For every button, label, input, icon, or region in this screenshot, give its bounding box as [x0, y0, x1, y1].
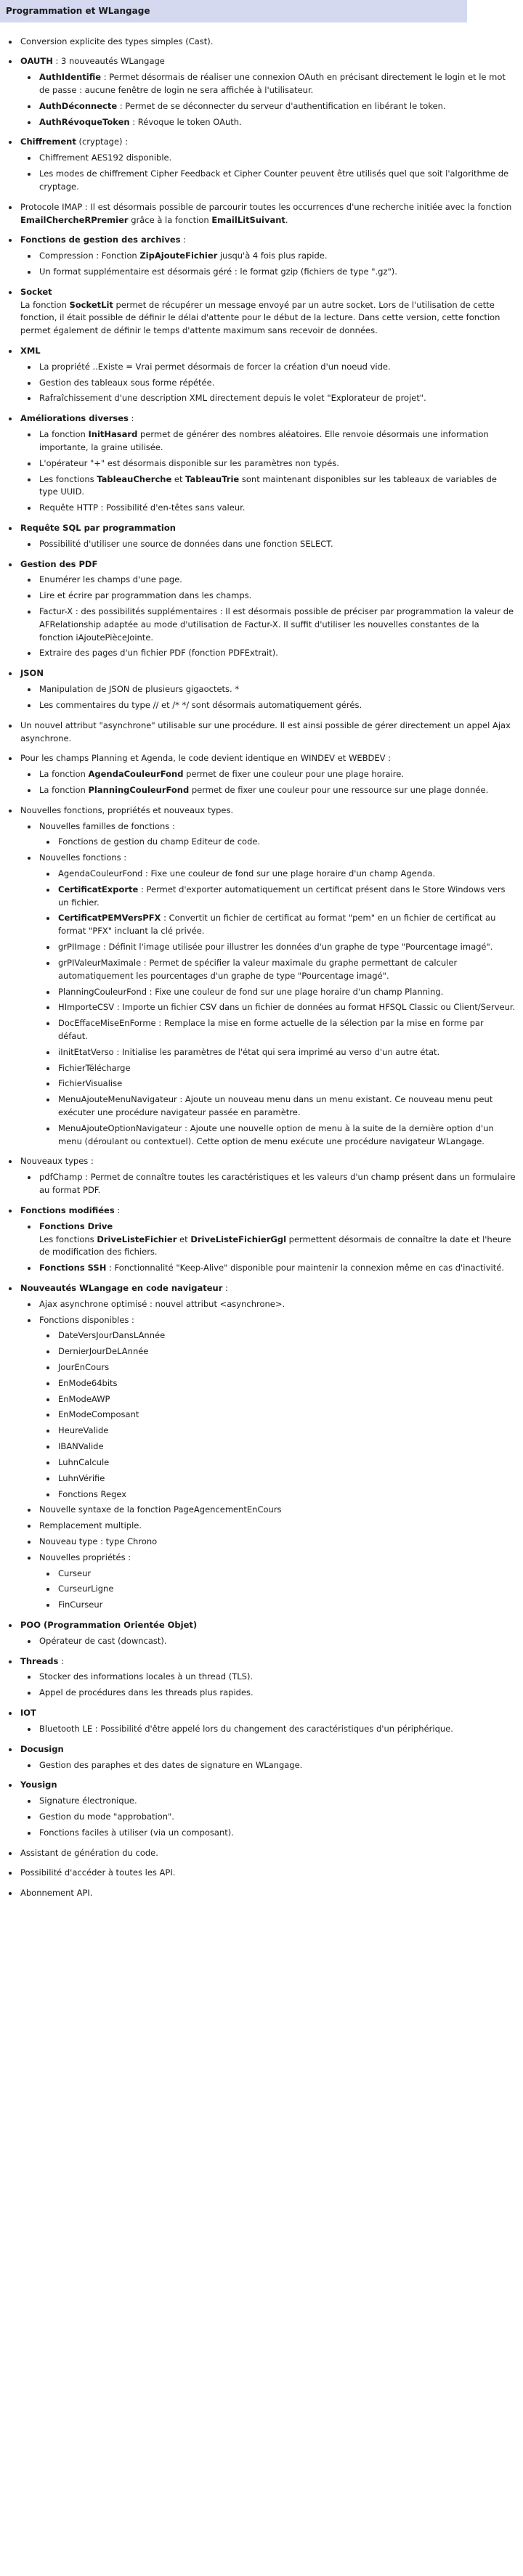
list-item: Signature électronique. — [33, 1795, 516, 1808]
list-item: Nouvelle syntaxe de la fonction PageAgencementEnCours — [33, 1504, 516, 1517]
list-item: Nouvelles familles de fonctions : Fonctions de gestion du champ Editeur de code. — [33, 820, 516, 849]
list-item: IOT Bluetooth LE : Possibilité d'être appelé lors du changement des caractéristiques d'un périphérique. — [15, 1707, 516, 1736]
list-item: Gestion du mode "approbation". — [33, 1811, 516, 1824]
list-item: Opérateur de cast (downcast). — [33, 1635, 516, 1648]
list-item: Curseur — [52, 1568, 516, 1581]
list-item: AuthIdentifie : Permet désormais de réaliser une connexion OAuth en précisant directement le login et le mot de passe : aucune fenêtre de login ne sera affichée à l'utilisateur. — [33, 71, 516, 97]
list-item: L'opérateur "+" est désormais disponible sur les paramètres non typés. — [33, 457, 516, 470]
page-title: Programmation et WLangage — [0, 0, 467, 23]
list-item: POO (Programmation Orientée Objet) Opérateur de cast (downcast). — [15, 1619, 516, 1648]
list-item: La fonction AgendaCouleurFond permet de fixer une couleur pour une plage horaire. — [33, 768, 516, 781]
list-item: Les modes de chiffrement Cipher Feedback et Cipher Counter peuvent être utilisés quel que soit l'algorithme de cryptage. — [33, 168, 516, 194]
list-item: CertificatPEMVersPFX : Convertit un fichier de certificat au format "pem" en un fichier de certificat au format "PFX" incluant la clé privée. — [52, 912, 516, 938]
list-item: Gestion des tableaux sous forme répétée. — [33, 377, 516, 390]
list-item: Les fonctions TableauCherche et TableauTrie sont maintenant disponibles sur les tableaux de variables de type UUID. — [33, 473, 516, 500]
list-item: Fonctions SSH : Fonctionnalité "Keep-Alive" disponible pour maintenir la connexion même en cas d'inactivité. — [33, 1262, 516, 1275]
list-item: HeureValide — [52, 1424, 516, 1438]
list-item: Threads : Stocker des informations locales à un thread (TLS). Appel de procédures dans les threads plus rapides. — [15, 1655, 516, 1700]
list-item: DocEffaceMiseEnForme : Remplace la mise en forme actuelle de la sélection par la mise en forme par défaut. — [52, 1017, 516, 1043]
list-item: Compression : Fonction ZipAjouteFichier jusqu'à 4 fois plus rapide. — [33, 250, 516, 263]
list-item: Un nouvel attribut "asynchrone" utilisable sur une procédure. Il est ainsi possible de gérer directement un appel Ajax asynchrone. — [15, 720, 516, 746]
list-item: Socket La fonction SocketLit permet de récupérer un message envoyé par un autre socket. Lors de l'utilisation de cette fonction, il était possible de définir le délai d'attente pour le début de la lecture. Dans cette version, cette fonction permet également de définir le temps d'attente maximum sans recevoir de données. — [15, 286, 516, 338]
list-item: Assistant de génération du code. — [15, 1847, 516, 1860]
list-item: Chiffrement AES192 disponible. — [33, 152, 516, 165]
list-item: DateVersJourDansLAnnée — [52, 1329, 516, 1342]
list-item: XML La propriété ..Existe = Vrai permet désormais de forcer la création d'un noeud vide. Gestion des tableaux sous forme répétée. Rafraîchissement d'une description XML directement depuis le volet "Explorateur de projet". — [15, 345, 516, 405]
list-item: grPIValeurMaximale : Permet de spécifier la valeur maximale du graphe permettant de calculer automatiquement les pourcentages d'un graphe de type "Pourcentage imagé". — [52, 957, 516, 983]
list-item: MenuAjouteMenuNavigateur : Ajoute un nouveau menu dans un menu existant. Ce nouveau menu peut exécuter une procédure navigateur passée en paramètre. — [52, 1093, 516, 1120]
list-item: Gestion des PDF Enumérer les champs d'une page. Lire et écrire par programmation dans les champs. Factur-X : des possibilités supplémentaires : Il est désormais possible de préciser par programmation la valeur de AFRelationship adaptée au mode d'utilisation de Factur-X. Il suffit d'utiliser les nouvelles constantes de la fonction iAjoutePièceJointe. Extraire des pages d'un fichier PDF (fonction PDFExtrait). — [15, 558, 516, 661]
list-item: Fonctions Regex — [52, 1488, 516, 1501]
list-item: Factur-X : des possibilités supplémentaires : Il est désormais possible de préciser par programmation la valeur de AFRelationship adaptée au mode d'utilisation de Factur-X. Il suffit d'utiliser les nouvelles constantes de la fonction iAjoutePièceJointe. — [33, 606, 516, 644]
list-item: Bluetooth LE : Possibilité d'être appelé lors du changement des caractéristiques d'un périphérique. — [33, 1723, 516, 1736]
list-item: JSON Manipulation de JSON de plusieurs gigaoctets. * Les commentaires du type // et /* */ sont désormais automatiquement gérés. — [15, 667, 516, 712]
list-item: Appel de procédures dans les threads plus rapides. — [33, 1687, 516, 1700]
list-item: Nouveaux types : pdfChamp : Permet de connaître toutes les caractéristiques et les valeurs d'un champ présent dans un formulaire au format PDF. — [15, 1155, 516, 1197]
list-item: Manipulation de JSON de plusieurs gigaoctets. * — [33, 683, 516, 696]
list-item: Gestion des paraphes et des dates de signature en WLangage. — [33, 1759, 516, 1772]
list-item: PlanningCouleurFond : Fixe une couleur de fond sur une plage horaire d'un champ Planning. — [52, 986, 516, 999]
list-item: Rafraîchissement d'une description XML directement depuis le volet "Explorateur de projet". — [33, 392, 516, 405]
list-item: FichierTélécharge — [52, 1062, 516, 1075]
list-item: Fonctions modifiées : Fonctions Drive Les fonctions DriveListeFichier et DriveListeFichierGgl permettent désormais de connaître la date et l'heure de modification des fichiers. Fonctions SSH : Fonctionnalité "Keep-Alive" disponible pour maintenir la connexion même en cas d'inactivité. — [15, 1205, 516, 1275]
list-item: Pour les champs Planning et Agenda, le code devient identique en WINDEV et WEBDEV : La fonction AgendaCouleurFond permet de fixer une couleur pour une plage horaire. La fonction PlanningCouleurFond permet de fixer une couleur pour une ressource sur une plage donnée. — [15, 752, 516, 796]
list-item: Fonctions de gestion du champ Editeur de code. — [52, 836, 516, 849]
list-item: LuhnCalcule — [52, 1456, 516, 1470]
list-item: Possibilité d'utiliser une source de données dans une fonction SELECT. — [33, 538, 516, 551]
list-item: IBANValide — [52, 1440, 516, 1454]
list-item: Nouveau type : type Chrono — [33, 1536, 516, 1549]
list-item: Conversion explicite des types simples (Cast). — [15, 36, 516, 49]
list-item: Nouvelles fonctions : AgendaCouleurFond : Fixe une couleur de fond sur une plage horaire d'un champ Agenda. CertificatExporte : Permet d'exporter automatiquement un certificat présent dans le Store Windows vers un fichier. CertificatPEMVersPFX : Convertit un fichier de certificat au format "pem" en un fichier de certificat au format "PFX" incluant la clé privée. grPIImage : Définit l'image utilisée pour illustrer les données d'un graphe de type "Pourcentage imagé". grPIValeurMaximale : Permet de spécifier la valeur maximale du graphe permettant de calculer automatiquement les pourcentages d'un graphe de type "Pourcentage imagé". PlanningCouleurFond : Fixe une couleur de fond sur une plage horaire d'un champ Planning. HImporteCSV : Importe un fichier CSV dans un fichier de données au format HFSQL Classic ou Client/Serveur. DocEffaceMiseEnForme : Remplace la mise en forme actuelle de la sélection par la mise en forme par défaut. iInitEtatVerso : Initialise les paramètres de l'état qui sera imprimé au verso d'un autre état. FichierTélécharge FichierVisualise MenuAjouteMenuNavigateur : Ajoute un nouveau menu dans un menu existant. Ce nouveau menu peut exécuter une procédure navigateur passée en paramètre. MenuAjouteOptionNavigateur : Ajoute une nouvelle option de menu à la suite de la dernière option d'un menu (déroulant ou contextuel). Cette option de menu exécute une procédure navigateur WLangage. — [33, 852, 516, 1148]
list-item: FichierVisualise — [52, 1077, 516, 1091]
list-item: pdfChamp : Permet de connaître toutes les caractéristiques et les valeurs d'un champ présent dans un formulaire au format PDF. — [33, 1171, 516, 1197]
list-item: Lire et écrire par programmation dans les champs. — [33, 590, 516, 603]
list-item: Nouveautés WLangage en code navigateur : Ajax asynchrone optimisé : nouvel attribut <asynchrone>. Fonctions disponibles : DateVersJourDansLAnnée DernierJourDeLAnnée JourEnCours EnMode64bits EnModeAWP EnModeComposant HeureValide IBANValide LuhnCalcule LuhnVérifie Fonctions Regex Nouvelle syntaxe de la fonction PageAgencementEnCours Remplacement multiple. Nouveau type : type Chrono Nouvelles propriétés : Curseur CurseurLigne FinCurseur — [15, 1282, 516, 1612]
list-item: Stocker des informations locales à un thread (TLS). — [33, 1671, 516, 1684]
list-item: Extraire des pages d'un fichier PDF (fonction PDFExtrait). — [33, 647, 516, 660]
list-item: Enumérer les champs d'une page. — [33, 574, 516, 587]
list-item: AgendaCouleurFond : Fixe une couleur de fond sur une plage horaire d'un champ Agenda. — [52, 868, 516, 881]
list-item: Remplacement multiple. — [33, 1520, 516, 1533]
list-item: La fonction InitHasard permet de générer des nombres aléatoires. Elle renvoie désormais une information importante, la graine utilisée. — [33, 428, 516, 455]
list-item: Fonctions Drive Les fonctions DriveListeFichier et DriveListeFichierGgl permettent désormais de connaître la date et l'heure de modification des fichiers. — [33, 1220, 516, 1259]
list-item: CertificatExporte : Permet d'exporter automatiquement un certificat présent dans le Store Windows vers un fichier. — [52, 884, 516, 910]
list-item: Fonctions de gestion des archives : Compression : Fonction ZipAjouteFichier jusqu'à 4 fois plus rapide. Un format supplémentaire est désormais géré : le format gzip (fichiers de type ".gz"). — [15, 234, 516, 278]
list-item: Améliorations diverses : La fonction InitHasard permet de générer des nombres aléatoires. Elle renvoie désormais une information importante, la graine utilisée. L'opérateur "+" est désormais disponible sur les paramètres non typés. Les fonctions TableauCherche et TableauTrie sont maintenant disponibles sur les tableaux de variables de type UUID. Requête HTTP : Possibilité d'en-têtes sans valeur. — [15, 412, 516, 515]
list-item: Fonctions disponibles : DateVersJourDansLAnnée DernierJourDeLAnnée JourEnCours EnMode64bits EnModeAWP EnModeComposant HeureValide IBANValide LuhnCalcule LuhnVérifie Fonctions Regex — [33, 1314, 516, 1501]
list-item: Docusign Gestion des paraphes et des dates de signature en WLangage. — [15, 1743, 516, 1772]
list-item: Chiffrement (cryptage) : Chiffrement AES192 disponible. Les modes de chiffrement Cipher Feedback et Cipher Counter peuvent être utilisés quel que soit l'algorithme de cryptage. — [15, 136, 516, 193]
list-item: Fonctions faciles à utiliser (via un composant). — [33, 1827, 516, 1840]
list-item: FinCurseur — [52, 1599, 516, 1612]
list-item: Nouvelles fonctions, propriétés et nouveaux types. Nouvelles familles de fonctions : Fonctions de gestion du champ Editeur de code. Nouvelles fonctions : AgendaCouleurFond : Fixe une couleur de fond sur une plage horaire d'un champ Agenda. CertificatExporte : Permet d'exporter automatiquement un certificat présent dans le Store Windows vers un fichier. CertificatPEMVersPFX : Convertit un fichier de certificat au format "pem" en un fichier de certificat au format "PFX" incluant la clé privée. grPIImage : Définit l'image utilisée pour illustrer les données d'un graphe de type "Pourcentage imagé". grPIValeurMaximale : Permet de spécifier la valeur maximale du graphe permettant de calculer automatiquement les pourcentages d'un graphe de type "Pourcentage imagé". PlanningCouleurFond : Fixe une couleur de fond sur une plage horaire d'un champ Planning. HImporteCSV : Importe un fichier CSV dans un fichier de données au format HFSQL Classic ou Client/Serveur. DocEffaceMiseEnForme : Remplace la mise en forme actuelle de la sélection par la mise en forme par défaut. iInitEtatVerso : Initialise les paramètres de l'état qui sera imprimé au verso d'un autre état. FichierTélécharge FichierVisualise MenuAjouteMenuNavigateur : Ajoute un nouveau menu dans un menu existant. Ce nouveau menu peut exécuter une procédure navigateur passée en paramètre. MenuAjouteOptionNavigateur : Ajoute une nouvelle option de menu à la suite de la dernière option d'un menu (déroulant ou contextuel). Cette option de menu exécute une procédure navigateur WLangage. — [15, 804, 516, 1149]
list-item: DernierJourDeLAnnée — [52, 1345, 516, 1358]
list-item: AuthRévoqueToken : Révoque le token OAuth. — [33, 116, 516, 129]
list-item: Requête SQL par programmation Possibilité d'utiliser une source de données dans une fonction SELECT. — [15, 522, 516, 551]
list-item: Protocole IMAP : Il est désormais possible de parcourir toutes les occurrences d'une recherche initiée avec la fonction EmailChercheRPremier grâce à la fonction EmailLitSuivant. — [15, 201, 516, 227]
list-item: grPIImage : Définit l'image utilisée pour illustrer les données d'un graphe de type "Pourcentage imagé". — [52, 941, 516, 954]
list-item: La fonction PlanningCouleurFond permet de fixer une couleur pour une ressource sur une plage donnée. — [33, 784, 516, 797]
list-item: Requête HTTP : Possibilité d'en-têtes sans valeur. — [33, 502, 516, 515]
list-item: Nouvelles propriétés : Curseur CurseurLigne FinCurseur — [33, 1552, 516, 1612]
main-content — [0, 23, 523, 1900]
list-item: OAUTH : 3 nouveautés WLangage AuthIdentifie : Permet désormais de réaliser une connexion OAuth en précisant directement le login et le mot de passe : aucune fenêtre de login ne sera affichée à l'utilisateur. AuthDéconnecte : Permet de se déconnecter du serveur d'authentification en libérant le token. AuthRévoqueToken : Révoque le token OAuth. — [15, 55, 516, 129]
list-item: Yousign Signature électronique. Gestion du mode "approbation". Fonctions faciles à utiliser (via un composant). — [15, 1779, 516, 1839]
list-item: LuhnVérifie — [52, 1472, 516, 1485]
list-item: Un format supplémentaire est désormais géré : le format gzip (fichiers de type ".gz"). — [33, 266, 516, 279]
list-item: Abonnement API. — [15, 1887, 516, 1900]
list-item: Ajax asynchrone optimisé : nouvel attribut <asynchrone>. — [33, 1298, 516, 1311]
list-item: La propriété ..Existe = Vrai permet désormais de forcer la création d'un noeud vide. — [33, 361, 516, 374]
list-item: AuthDéconnecte : Permet de se déconnecter du serveur d'authentification en libérant le token. — [33, 100, 516, 113]
list-item: MenuAjouteOptionNavigateur : Ajoute une nouvelle option de menu à la suite de la dernière option d'un menu (déroulant ou contextuel). Cette option de menu exécute une procédure navigateur WLangage. — [52, 1122, 516, 1149]
list-item: Possibilité d'accéder à toutes les API. — [15, 1867, 516, 1880]
list-item: Les commentaires du type // et /* */ sont désormais automatiquement gérés. — [33, 699, 516, 712]
list-item: EnMode64bits — [52, 1377, 516, 1390]
list-item: JourEnCours — [52, 1361, 516, 1374]
list-item: iInitEtatVerso : Initialise les paramètres de l'état qui sera imprimé au verso d'un autre état. — [52, 1046, 516, 1059]
list-item: EnModeAWP — [52, 1393, 516, 1406]
list-item: HImporteCSV : Importe un fichier CSV dans un fichier de données au format HFSQL Classic ou Client/Serveur. — [52, 1001, 516, 1014]
list-item: EnModeComposant — [52, 1409, 516, 1422]
list-item: CurseurLigne — [52, 1583, 516, 1596]
